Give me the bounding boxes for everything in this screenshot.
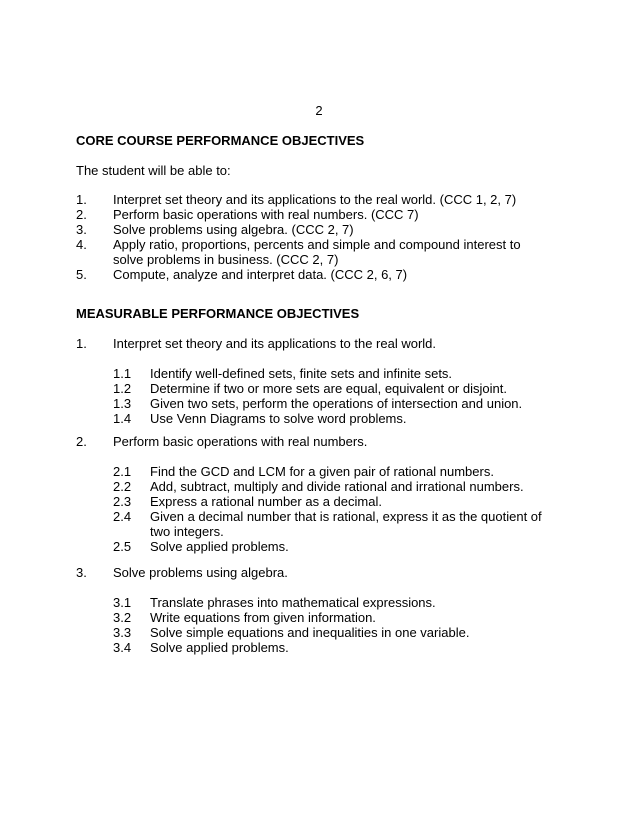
objective-text: Interpret set theory and its applications to the real world.	[113, 336, 437, 351]
sub-objective	[113, 411, 563, 426]
measurable-objectives-heading: MEASURABLE PERFORMANCE OBJECTIVES	[76, 306, 360, 321]
list-item	[76, 237, 576, 267]
sub-objectives-list	[113, 464, 563, 554]
list-item-number: 3.	[76, 222, 87, 237]
sub-objective-number: 2.1	[113, 464, 132, 479]
list-item-number: 1.	[76, 192, 87, 207]
sub-objective-number: 3.2	[113, 610, 132, 625]
sub-objective	[113, 610, 563, 625]
objective-text: Solve problems using algebra.	[113, 565, 288, 580]
sub-objective-text: Given two sets, perform the operations of intersection and union.	[150, 396, 523, 411]
list-item-text: Perform basic operations with real numbers. (CCC 7)	[113, 207, 419, 222]
sub-objective	[113, 494, 563, 509]
sub-objective-text: Given a decimal number that is rational, express it as the quotient of two integers.	[150, 509, 542, 539]
core-intro-text: The student will be able to:	[76, 163, 231, 178]
sub-objective	[113, 381, 563, 396]
sub-objective	[113, 479, 563, 494]
list-item	[76, 267, 576, 282]
sub-objective-text: Determine if two or more sets are equal, equivalent or disjoint.	[150, 381, 507, 396]
core-objectives-list	[76, 192, 576, 282]
sub-objective	[113, 640, 563, 655]
sub-objective-text: Use Venn Diagrams to solve word problems.	[150, 411, 407, 426]
list-item-text: Solve problems using algebra. (CCC 2, 7)	[113, 222, 354, 237]
sub-objective-number: 2.4	[113, 509, 132, 524]
sub-objective-text: Identify well-defined sets, finite sets and infinite sets.	[150, 366, 453, 381]
list-item-text: Compute, analyze and interpret data. (CCC 2, 6, 7)	[113, 267, 408, 282]
sub-objective	[113, 509, 563, 539]
sub-objective	[113, 396, 563, 411]
list-item	[76, 222, 576, 237]
sub-objective-text: Translate phrases into mathematical expressions.	[150, 595, 436, 610]
measurable-objective	[76, 336, 576, 351]
sub-objective	[113, 464, 563, 479]
measurable-objective	[76, 565, 576, 580]
sub-objective-number: 1.3	[113, 396, 132, 411]
sub-objective-text: Find the GCD and LCM for a given pair of rational numbers.	[150, 464, 494, 479]
sub-objective-number: 1.1	[113, 366, 132, 381]
objective-text: Perform basic operations with real numbers.	[113, 434, 368, 449]
sub-objectives-list	[113, 366, 563, 426]
sub-objective-number: 2.2	[113, 479, 132, 494]
list-item	[76, 192, 576, 207]
sub-objective-number: 1.4	[113, 411, 132, 426]
objective-number: 2.	[76, 434, 87, 449]
sub-objective	[113, 625, 563, 640]
objective-number: 3.	[76, 565, 87, 580]
sub-objective	[113, 595, 563, 610]
sub-objective	[113, 539, 563, 554]
sub-objective-text: Solve applied problems.	[150, 539, 289, 554]
core-objectives-heading: CORE COURSE PERFORMANCE OBJECTIVES	[76, 133, 365, 148]
list-item-number: 5.	[76, 267, 87, 282]
measurable-objective	[76, 434, 576, 449]
list-item-text: Interpret set theory and its applications to the real world. (CCC 1, 2, 7)	[113, 192, 517, 207]
sub-objectives-list	[113, 595, 563, 655]
sub-objective-number: 3.1	[113, 595, 132, 610]
sub-objective-text: Express a rational number as a decimal.	[150, 494, 382, 509]
sub-objective-number: 3.3	[113, 625, 132, 640]
sub-objective-number: 2.3	[113, 494, 132, 509]
list-item-number: 4.	[76, 237, 87, 252]
sub-objective-text: Add, subtract, multiply and divide rational and irrational numbers.	[150, 479, 524, 494]
sub-objective-text: Write equations from given information.	[150, 610, 376, 625]
sub-objective-number: 2.5	[113, 539, 132, 554]
sub-objective-number: 3.4	[113, 640, 132, 655]
list-item-text: Apply ratio, proportions, percents and simple and compound interest to solve problems in business. (CCC 2, 7)	[113, 237, 521, 267]
sub-objective-number: 1.2	[113, 381, 132, 396]
page-number: 2	[315, 103, 323, 118]
sub-objective-text: Solve applied problems.	[150, 640, 289, 655]
list-item	[76, 207, 576, 222]
objective-number: 1.	[76, 336, 87, 351]
sub-objective-text: Solve simple equations and inequalities in one variable.	[150, 625, 470, 640]
list-item-number: 2.	[76, 207, 87, 222]
sub-objective	[113, 366, 563, 381]
